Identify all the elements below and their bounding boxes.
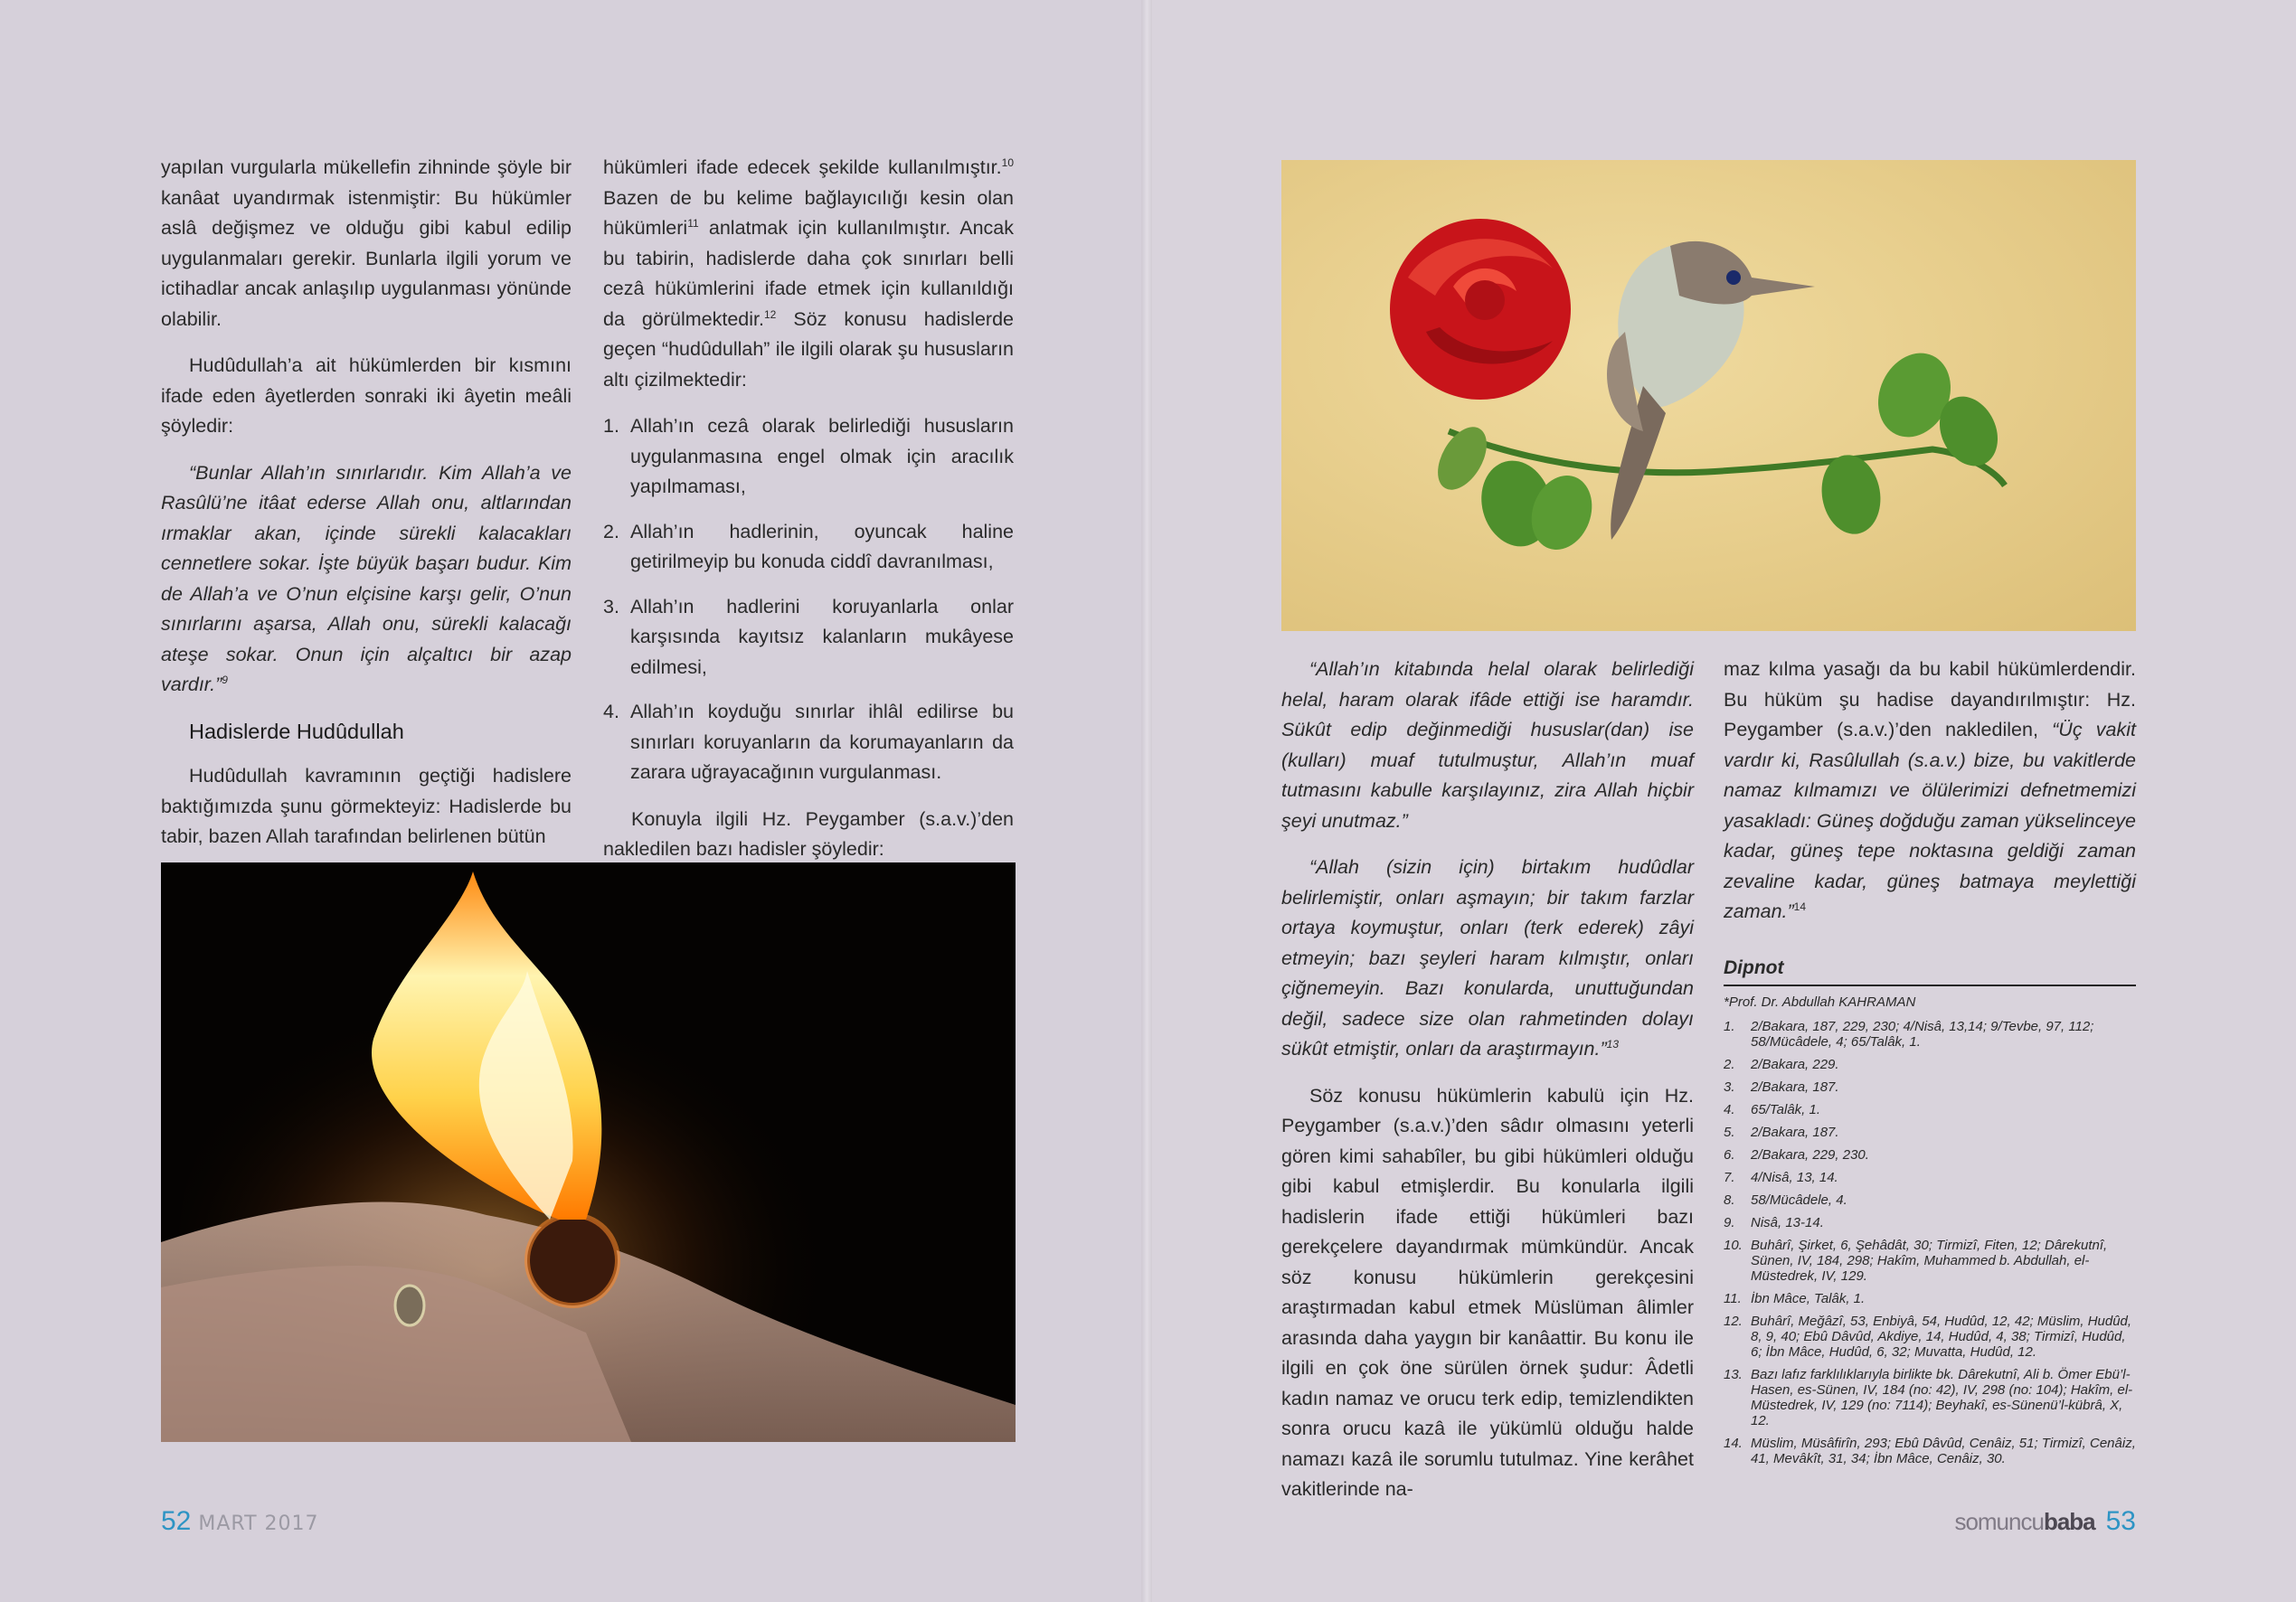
footnote-item (1724, 1215, 2136, 1230)
footnote-text: 2/Bakara, 229, 230. (1751, 1147, 1869, 1163)
list-text: Allah’ın koyduğu sınırlar ihlâl edilirse bu sınırları koruyanların da korumayanların da zarara uğrayacağının vurgulanması. (630, 701, 1014, 783)
paragraph: Hudûdullah kavramının geçtiği hadislere baktığımızda şunu görmekteyiz: Hadislerde bu tabir, bazen Allah tarafından belirlenen bütün (161, 765, 572, 847)
footnotes-heading: Dipnot (1724, 953, 2136, 987)
footnote-item (1724, 1192, 2136, 1208)
footnote-ref[interactable]: 13 (1606, 1037, 1620, 1051)
brand-light: somuncu (1954, 1508, 2044, 1535)
footnote-number: 8. (1724, 1192, 1735, 1208)
author-credit: *Prof. Dr. Abdullah KAHRAMAN (1724, 994, 1916, 1010)
footnote-item (1724, 1367, 2136, 1428)
footnote-item (1724, 1291, 2136, 1306)
hadith-quote: “Üç vakit vardır ki, Rasûlullah (s.a.v.) bize, bu vakitlerde namaz kılmamızı ve ölülerimizi defnetmemizi yasakladı: Güneş doğduğu zaman yükselinceye kadar, güneş tepe noktasına geldiği zaman zevaline kadar, güneş batmaya meylettiği zaman.” (1724, 719, 2136, 922)
list-item (603, 592, 1014, 683)
footnote-number: 11. (1724, 1291, 1742, 1306)
footnote-text: 4/Nisâ, 13, 14. (1751, 1170, 1838, 1185)
footnote-text: İbn Mâce, Talâk, 1. (1751, 1291, 1866, 1306)
footnote-text: Buhârî, Meğâzî, 53, Enbiyâ, 54, Hudûd, 12, 42; Müslim, Hudûd, 8, 9, 40; Ebû Dâvûd, Akdiye, 14, Hudûd, 4, 38; Tirmizî, Hudûd, 6; İbn Mâce, Hudûd, 6, 32; Muvatta, Hudûd, 12. (1751, 1314, 2132, 1360)
footnote-text: 2/Bakara, 187, 229, 230; 4/Nisâ, 13,14; 9/Tevbe, 97, 112; 58/Mücâdele, 4; 65/Talâk, 1. (1751, 1019, 2094, 1050)
list-text: Allah’ın hadlerinin, oyuncak haline getirilmeyip bu konuda ciddî davranılması, (630, 520, 1014, 572)
footnote-text: 58/Mücâdele, 4. (1751, 1192, 1847, 1208)
footnote-number: 3. (1724, 1079, 1735, 1095)
paragraph (1724, 655, 2136, 928)
list-number: 3. (603, 595, 619, 617)
footnote-number: 4. (1724, 1102, 1735, 1117)
paragraph: Konuyla ilgili Hz. Peygamber (s.a.v.)’den nakledilen bazı hadisler şöyledir: (603, 807, 1014, 860)
list-item (603, 411, 1014, 503)
footnote-ref[interactable]: 14 (1793, 900, 1807, 913)
footnote-number: 7. (1724, 1170, 1735, 1185)
ring (395, 1286, 424, 1325)
footnote-number: 12. (1724, 1314, 1743, 1329)
quote-text: “Bunlar Allah’ın sınırlarıdır. Kim Allah’a ve Rasûlü’ne itâat ederse Allah onu, altlarından ırmaklar akan, içinde sürekli kalacakları cennetlere sokar. İşte büyük başarı budur. Kim de Allah’a ve O’nun elçisine karşı gelir, O’nun sınırlarını aşarsa, Allah onu, sürekli kalacağı ateşe sokar. Onun için alçaltıcı bir azap vardır.” (161, 461, 572, 695)
brand-bold: baba (2043, 1508, 2095, 1535)
left-folio (161, 1506, 319, 1537)
footnotes-list (1724, 1019, 2136, 1466)
footnote-ref[interactable]: 11 (687, 216, 699, 230)
footnote-number: 14. (1724, 1436, 1743, 1451)
section-heading: Hadislerde Hudûdullah (189, 719, 404, 743)
footnote-item (1724, 1057, 2136, 1072)
numbered-list (603, 411, 1014, 788)
footnote-text: Bazı lafız farklılıklarıyla birlikte bk. Dârekutnî, Ali b. Ömer Ebü’l-Hasen, es-Sünen, IV, 184 (no: 42), IV, 298 (no: 104); Hakîm, el-Müstedrek, IV, 129 (no: 7114); Beyhakî, es-Sünenü’l-kübrâ, X, 12. (1751, 1367, 2133, 1428)
list-number: 4. (603, 701, 619, 722)
list-item (603, 517, 1014, 578)
footnote-item (1724, 1079, 2136, 1095)
footnote-number: 1. (1724, 1019, 1735, 1034)
footnote-text: 2/Bakara, 229. (1751, 1057, 1839, 1072)
left-column-2 (603, 153, 1014, 881)
footnote-number: 6. (1724, 1147, 1735, 1163)
text-run: Söz konusu hadislerde geçen “hudûdullah” ile ilgili olarak şu hususların altı çizilmektedir: (603, 307, 1014, 391)
left-column-1 (161, 153, 572, 869)
text-run: Bazen de bu kelime bağlayıcılığı kesin olan hükümleri (603, 186, 1014, 239)
footnote-number: 9. (1724, 1215, 1735, 1230)
rose (1390, 219, 1571, 400)
verse-quote (161, 458, 572, 701)
rose-bird-drawing (1281, 160, 2136, 631)
right-column-2 (1724, 655, 2136, 1474)
footnote-item (1724, 1314, 2136, 1360)
footnote-ref[interactable]: 12 (763, 307, 777, 321)
flame-in-hand-photo (161, 862, 1016, 1442)
footnote-text: 2/Bakara, 187. (1751, 1079, 1839, 1095)
right-column-1 (1281, 655, 1694, 1522)
list-number: 2. (603, 520, 619, 542)
footnote-item (1724, 1147, 2136, 1163)
footnote-item (1724, 1436, 2136, 1466)
footnote-text: 2/Bakara, 187. (1751, 1125, 1839, 1140)
issue-date: MART 2017 (198, 1512, 319, 1535)
rose-and-nightingale-illustration (1281, 160, 2136, 631)
list-text: Allah’ın cezâ olarak belirlediği hususların uygulanmasına engel olmak için aracılık yapılmaması, (630, 415, 1014, 497)
flame-illustration (161, 862, 1016, 1442)
footnote-item (1724, 1125, 2136, 1140)
footnote-text: Nisâ, 13-14. (1751, 1215, 1824, 1230)
footnote-item (1724, 1170, 2136, 1185)
footnote-item (1724, 1019, 2136, 1050)
hadith-quote (1281, 853, 1694, 1065)
footnote-item (1724, 1238, 2136, 1284)
footnote-number: 10. (1724, 1238, 1743, 1253)
paragraph: yapılan vurgularla mükellefin zihninde şöyle bir kanâat uyandırmak istenmiştir: Bu hükümler aslâ değişmez ve olduğu gibi kabul edilip uygulanmaları gerekir. Bunlarla ilgili yorum ve ictihadlar ancak anlaşılıp uygulanması yönünde olabilir. (161, 156, 572, 330)
page-gutter (1141, 0, 1152, 1602)
page-number: 53 (2105, 1506, 2136, 1536)
list-number: 1. (603, 415, 619, 437)
nightingale-bird (1607, 241, 1815, 540)
footnote-text: 65/Talâk, 1. (1751, 1102, 1820, 1117)
footnote-number: 13. (1724, 1367, 1743, 1382)
magazine-brand (1954, 1508, 2094, 1535)
footnote-text: Buhârî, Şirket, 6, Şehâdât, 30; Tirmizî, Fiten, 12; Dârekutnî, Sünen, IV, 184, 298; Hakîm, Muhammed b. Abdullah, el-Müstedrek, IV, 129. (1751, 1238, 2108, 1284)
text-run: anlatmak için kullanılmıştır. Ancak bu tabirin, hadislerde daha çok sınırları belli cezâ hükümlerini ifade etmek için kullanıldığı da görülmektedir. (603, 217, 1014, 330)
page-number: 52 (161, 1506, 192, 1536)
paragraph: Hudûdullah’a ait hükümlerden bir kısmını ifade eden âyetlerden sonraki iki âyetin meâli şöyledir: (161, 354, 572, 437)
footnote-ref[interactable]: 10 (1001, 155, 1014, 169)
right-folio (1954, 1506, 2136, 1537)
text-run: hükümleri ifade edecek şekilde kullanılmıştır. (603, 156, 1002, 178)
footnote-ref[interactable]: 9 (222, 673, 228, 686)
hadith-quote: “Allah’ın kitabında helal olarak belirlediği helal, haram olarak ifâde ettiği ise haramdır. Sükût edip değinmediği hususlar(dan) ise (kulları) muaf tutulmuştur, Allah’ın muaf tutmasını kabulle karşılayınız, zira Allah hiçbir şeyi unutmaz.” (1281, 658, 1694, 832)
footnote-number: 2. (1724, 1057, 1735, 1072)
footnote-text: Müslim, Müsâfirîn, 293; Ebû Dâvûd, Cenâiz, 51; Tirmizî, Cenâiz, 41, Mevâkît, 31, 34; İbn Mâce, Cenâiz, 30. (1751, 1436, 2136, 1466)
paragraph (603, 153, 1014, 395)
quote-text: “Allah (sizin için) birtakım hudûdlar belirlemiştir, onları aşmayın; bir takım farzlar ortaya koymuştur, onları (terk ederek) zâyi etmeyin; bazı şeyleri haram kılmıştır, onları çiğnemeyin. Bazı konularda, unuttuğundan değil, sadece size olan rahmetinden dolayı sükût etmiştir, onları da araştırmayın.” (1281, 856, 1694, 1060)
paragraph: Söz konusu hükümlerin kabulü için Hz. Peygamber (s.a.v.)’den sâdır olmasını yeterli gören kimi sahabîler, bu gibi hükümleri olduğu gibi kabul etmişlerdir. Bu konularla ilgili hadislerin ifade ettiği hükümleri bazı gerekçelere dayandırmak mümkündür. Ancak söz konusu hükümlerin gerekçesini araştırmadan kabul etmek Müslüman âlimler arasında daha yaygın bir kanâattir. Bu konu ile ilgili en çok öne sürülen örnek şudur: Âdetli kadın namaz ve orucu terk edip, temizlendikten sonra orucu kazâ ile yükümlü olduğu halde namazı kazâ ile sorumlu tutulmaz. Yine kerâhet vakitlerinde na- (1281, 1084, 1694, 1500)
list-item (603, 697, 1014, 788)
list-text: Allah’ın hadlerini koruyanlarla onlar karşısında kayıtsız kalanların mukâyese edilmesi, (630, 595, 1014, 678)
footnote-number: 5. (1724, 1125, 1735, 1140)
text-run: maz kılma yasağı da bu kabil hükümlerdendir. Bu hüküm şu hadise dayandırılmıştır: Hz. Peygamber (s.a.v.)’den nakledilen, (1724, 658, 2136, 740)
footnote-item (1724, 1102, 2136, 1117)
